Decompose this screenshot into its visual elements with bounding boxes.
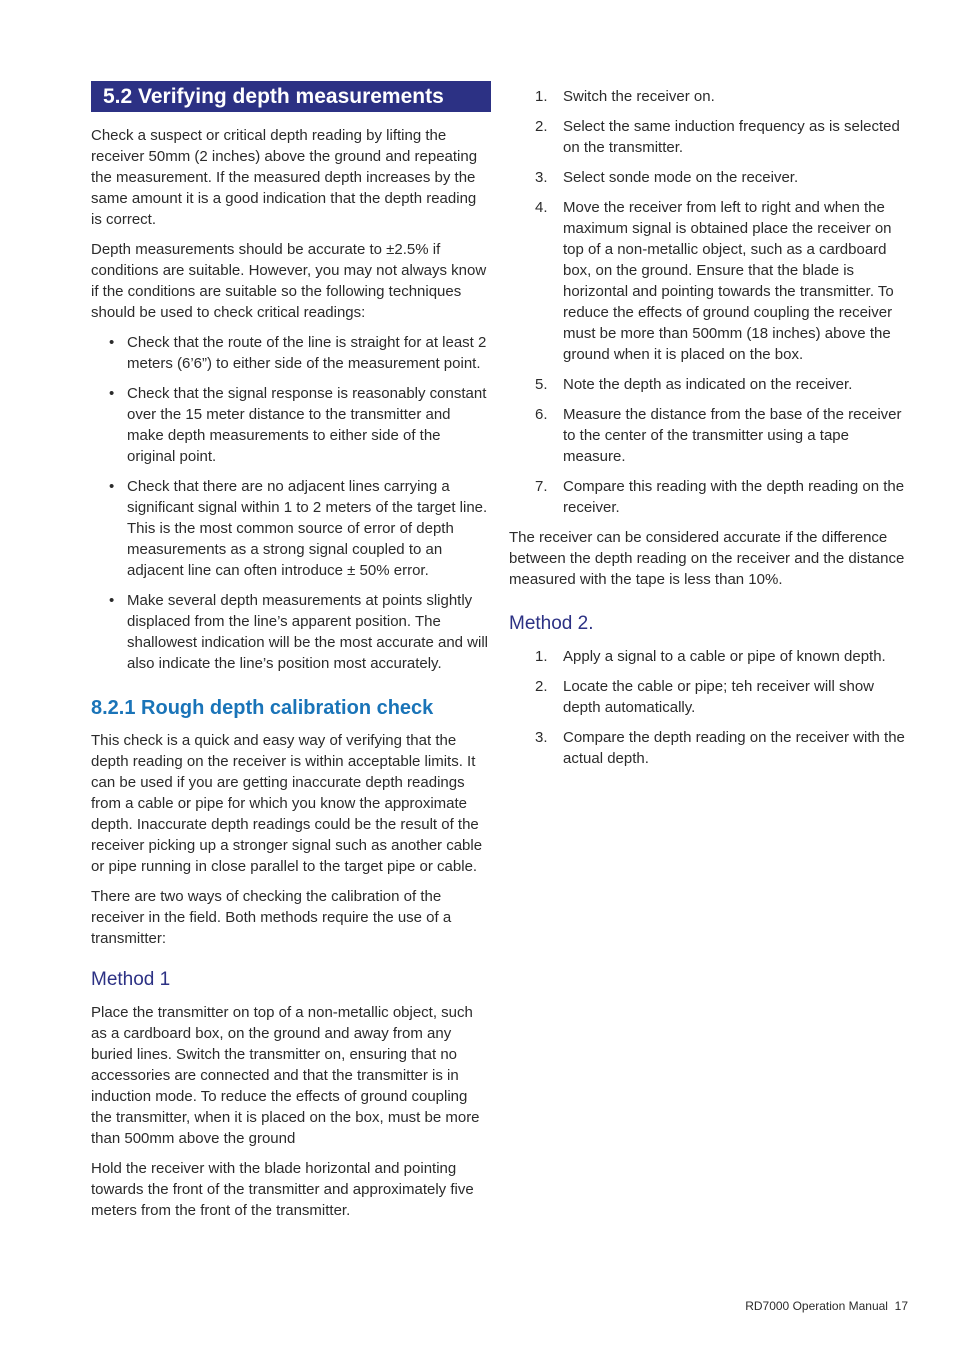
step-number: 5. <box>535 376 548 393</box>
page-footer <box>745 1298 908 1314</box>
step-text: Apply a signal to a cable or pipe of known depth. <box>563 648 886 665</box>
method1-steps <box>509 86 911 518</box>
list-item <box>535 374 911 395</box>
subsection-paragraph: There are two ways of checking the calibration of the receiver in the field. Both methods require the use of a transmitter: <box>91 888 452 947</box>
list-item <box>535 116 911 158</box>
step-number: 4. <box>535 199 548 216</box>
method1-paragraph: Hold the receiver with the blade horizontal and pointing towards the front of the transmitter and approximately five meters from the front of the transmitter. <box>91 1160 474 1219</box>
section-title: 5.2 Verifying depth measurements <box>91 81 491 112</box>
list-item <box>535 86 911 107</box>
list-item: • Check that the signal response is reasonably constant over the 15 meter distance to the transmitter and make depth measurements to either side of the original point. <box>127 383 491 467</box>
step-text: Move the receiver from left to right and when the maximum signal is obtained place the receiver on top of a non-metallic object, such as a cardboard box, on the ground. Ensure that the blade is horizontal and pointing towards the transmitter. To reduce the effects of ground coupling the receiver must be more than 500mm (18 inches) above the ground when it is placed on the box. <box>563 199 894 363</box>
step-text: Note the depth as indicated on the receiver. <box>563 376 853 393</box>
intro-paragraph: Check a suspect or critical depth reading by lifting the receiver 50mm (2 inches) above the ground and repeating the measurement. If the measured depth increases by the same amount it is a good indication that the depth reading is correct. <box>91 127 478 228</box>
list-item <box>535 404 911 467</box>
step-number: 3. <box>535 729 548 746</box>
list-item <box>535 197 911 365</box>
page-number: 17 <box>894 1299 908 1313</box>
step-text: Select the same induction frequency as is selected on the transmitter. <box>563 118 900 156</box>
method2-steps <box>509 646 911 769</box>
step-number: 3. <box>535 169 548 186</box>
right-column <box>509 86 911 778</box>
left-column <box>91 81 491 1230</box>
list-item: • Check that the route of the line is straight for at least 2 meters (6’6”) to either side of the measurement point. <box>127 332 491 374</box>
step-number: 2. <box>535 118 548 135</box>
intro-paragraph: Depth measurements should be accurate to ±2.5% if conditions are suitable. However, you may not always know if the conditions are suitable so the following techniques should be used to check critical readings: <box>91 241 487 321</box>
list-item <box>535 727 911 769</box>
method1-paragraph: Place the transmitter on top of a non-metallic object, such as a cardboard box, on the ground and away from any buried lines. Switch the transmitter on, ensuring that no accessories are connected and that the transmitter is in induction mode. To reduce the effects of ground coupling the transmitter, when it is placed on the box, must be more than 500mm above the ground <box>91 1004 480 1147</box>
step-text: Compare this reading with the depth reading on the receiver. <box>563 478 905 516</box>
step-number: 1. <box>535 88 548 105</box>
step-number: 1. <box>535 648 548 665</box>
list-item: • Make several depth measurements at points slightly displaced from the line’s apparent position. The shallowest indication will be the most accurate and will also indicate the line’s position most accurately. <box>127 590 491 674</box>
method1-title: Method 1 <box>91 969 171 990</box>
list-item <box>535 646 911 667</box>
method1-conclusion: The receiver can be considered accurate if the difference between the depth reading on the receiver and the distance measured with the tape is less than 10%. <box>509 529 905 588</box>
method2-title: Method 2. <box>509 613 594 634</box>
list-item <box>535 676 911 718</box>
list-item: • Check that there are no adjacent lines carrying a significant signal within 1 to 2 meters of the target line. This is the most common source of error of depth measurements as a strong signal coupled to an adjacent line can often introduce ± 50% error. <box>127 476 491 581</box>
step-number: 7. <box>535 478 548 495</box>
step-number: 6. <box>535 406 548 423</box>
step-text: Compare the depth reading on the receiver with the actual depth. <box>563 729 905 767</box>
step-number: 2. <box>535 678 548 695</box>
step-text: Select sonde mode on the receiver. <box>563 169 799 186</box>
step-text: Measure the distance from the base of the receiver to the center of the transmitter using a tape measure. <box>563 406 902 465</box>
manual-title: RD7000 Operation Manual <box>745 1299 888 1313</box>
list-item <box>535 476 911 518</box>
list-item <box>535 167 911 188</box>
step-text: Switch the receiver on. <box>563 88 715 105</box>
step-text: Locate the cable or pipe; teh receiver will show depth automatically. <box>563 678 875 716</box>
technique-list <box>91 332 491 674</box>
subsection-title: 8.2.1 Rough depth calibration check <box>91 697 434 719</box>
subsection-paragraph: This check is a quick and easy way of verifying that the depth reading on the receiver is within acceptable limits. It can be used if you are getting inaccurate depth readings from a cable or pipe for which you know the approximate depth. Inaccurate depth readings could be the result of the receiver picking up a stronger signal such as another cable or pipe running in close parallel to the target pipe or cable. <box>91 732 483 875</box>
